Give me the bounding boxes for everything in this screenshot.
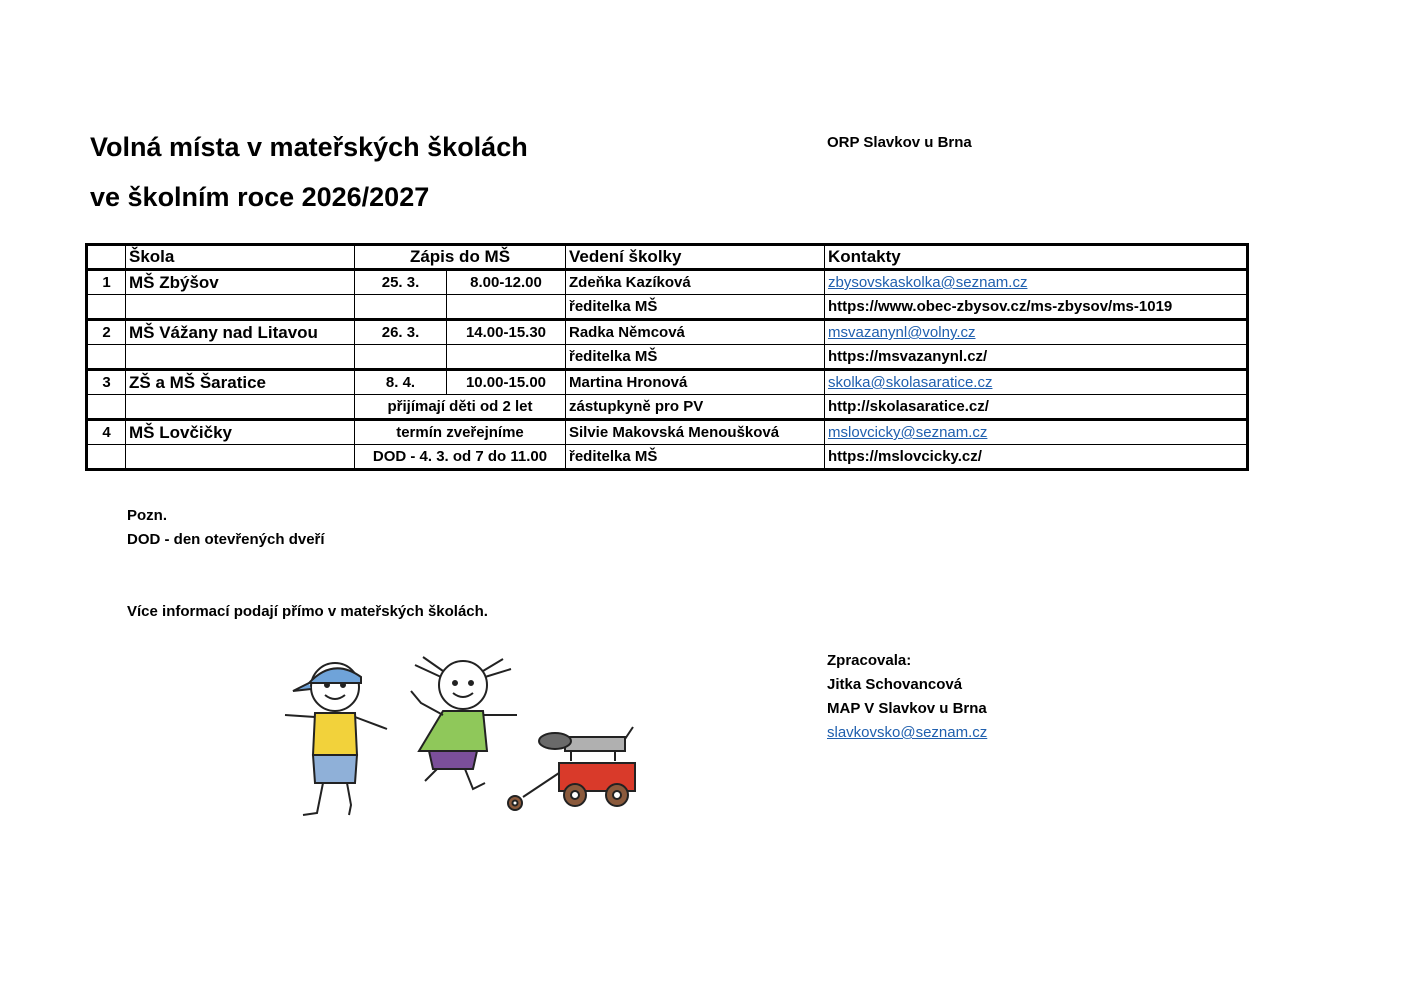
- table-row: [87, 420, 1248, 445]
- table-row: [87, 395, 1248, 420]
- signature-email-link[interactable]: slavkovsko@seznam.cz: [827, 724, 988, 741]
- table-header-row: [87, 245, 1248, 270]
- signature-label: Zpracovala:: [827, 652, 912, 669]
- website-url: http://skolasaratice.cz/: [825, 395, 1248, 420]
- header-contacts: Kontakty: [825, 245, 1248, 270]
- row-number: 2: [87, 320, 126, 345]
- school-name: MŠ Vážany nad Litavou: [126, 320, 355, 345]
- director-role: ředitelka MŠ: [566, 445, 825, 470]
- header-enrollment: Zápis do MŠ: [355, 245, 566, 270]
- girl-figure: [411, 657, 517, 789]
- website-url: https://mslovcicky.cz/: [825, 445, 1248, 470]
- row-number: 4: [87, 420, 126, 445]
- director-name: Silvie Makovská Menoušková: [566, 420, 825, 445]
- director-role: ředitelka MŠ: [566, 295, 825, 320]
- website-url: https://msvazanynl.cz/: [825, 345, 1248, 370]
- table-row: [87, 370, 1248, 395]
- director-role: ředitelka MŠ: [566, 345, 825, 370]
- enrollment-note: přijímají děti od 2 let: [355, 395, 566, 420]
- title-line-2: ve školním roce 2026/2027: [90, 182, 430, 212]
- dod-explanation: DOD - den otevřených dveří: [127, 531, 325, 548]
- row-number: 3: [87, 370, 126, 395]
- row-number: 1: [87, 270, 126, 295]
- schools-table: [85, 243, 1249, 471]
- more-info-text: Více informací podají přímo v mateřských školách.: [127, 603, 488, 620]
- school-name: MŠ Zbýšov: [126, 270, 355, 295]
- title-line-1: Volná místa v mateřských školách: [90, 132, 528, 162]
- email-link[interactable]: zbysovskaskolka@seznam.cz: [828, 274, 1028, 291]
- table-row: [87, 320, 1248, 345]
- table-row: [87, 295, 1248, 320]
- enrollment-date: 26. 3.: [355, 320, 447, 345]
- enrollment-term: termín zveřejníme: [355, 420, 566, 445]
- table-row: [87, 445, 1248, 470]
- signature-org: MAP V Slavkov u Brna: [827, 700, 987, 717]
- enrollment-date: 8. 4.: [355, 370, 447, 395]
- note-label: Pozn.: [127, 507, 167, 524]
- page-title: [90, 122, 528, 222]
- header-school: Škola: [126, 245, 355, 270]
- enrollment-time: 14.00-15.30: [447, 320, 566, 345]
- table-row: [87, 345, 1248, 370]
- website-url: https://www.obec-zbysov.cz/ms-zbysov/ms-1019: [825, 295, 1248, 320]
- school-name: MŠ Lovčičky: [126, 420, 355, 445]
- children-drawing: [265, 655, 645, 820]
- boy-figure: [285, 663, 387, 815]
- director-name: Zdeňka Kazíková: [566, 270, 825, 295]
- email-link[interactable]: mslovcicky@seznam.cz: [828, 424, 988, 441]
- school-name: ZŠ a MŠ Šaratice: [126, 370, 355, 395]
- table-row: [87, 270, 1248, 295]
- email-link[interactable]: skolka@skolasaratice.cz: [828, 374, 993, 391]
- header-number: [87, 245, 126, 270]
- header-management: Vedení školky: [566, 245, 825, 270]
- signature-name: Jitka Schovancová: [827, 676, 963, 693]
- email-link[interactable]: msvazanynl@volny.cz: [828, 324, 976, 341]
- wagon-figure: [508, 763, 635, 810]
- director-name: Radka Němcová: [566, 320, 825, 345]
- enrollment-time: 8.00-12.00: [447, 270, 566, 295]
- enrollment-date: 25. 3.: [355, 270, 447, 295]
- enrollment-note: DOD - 4. 3. od 7 do 11.00: [355, 445, 566, 470]
- enrollment-time: 10.00-15.00: [447, 370, 566, 395]
- dog-figure: [539, 727, 633, 761]
- director-role: zástupkyně pro PV: [566, 395, 825, 420]
- director-name: Martina Hronová: [566, 370, 825, 395]
- region-label: ORP Slavkov u Brna: [827, 134, 972, 151]
